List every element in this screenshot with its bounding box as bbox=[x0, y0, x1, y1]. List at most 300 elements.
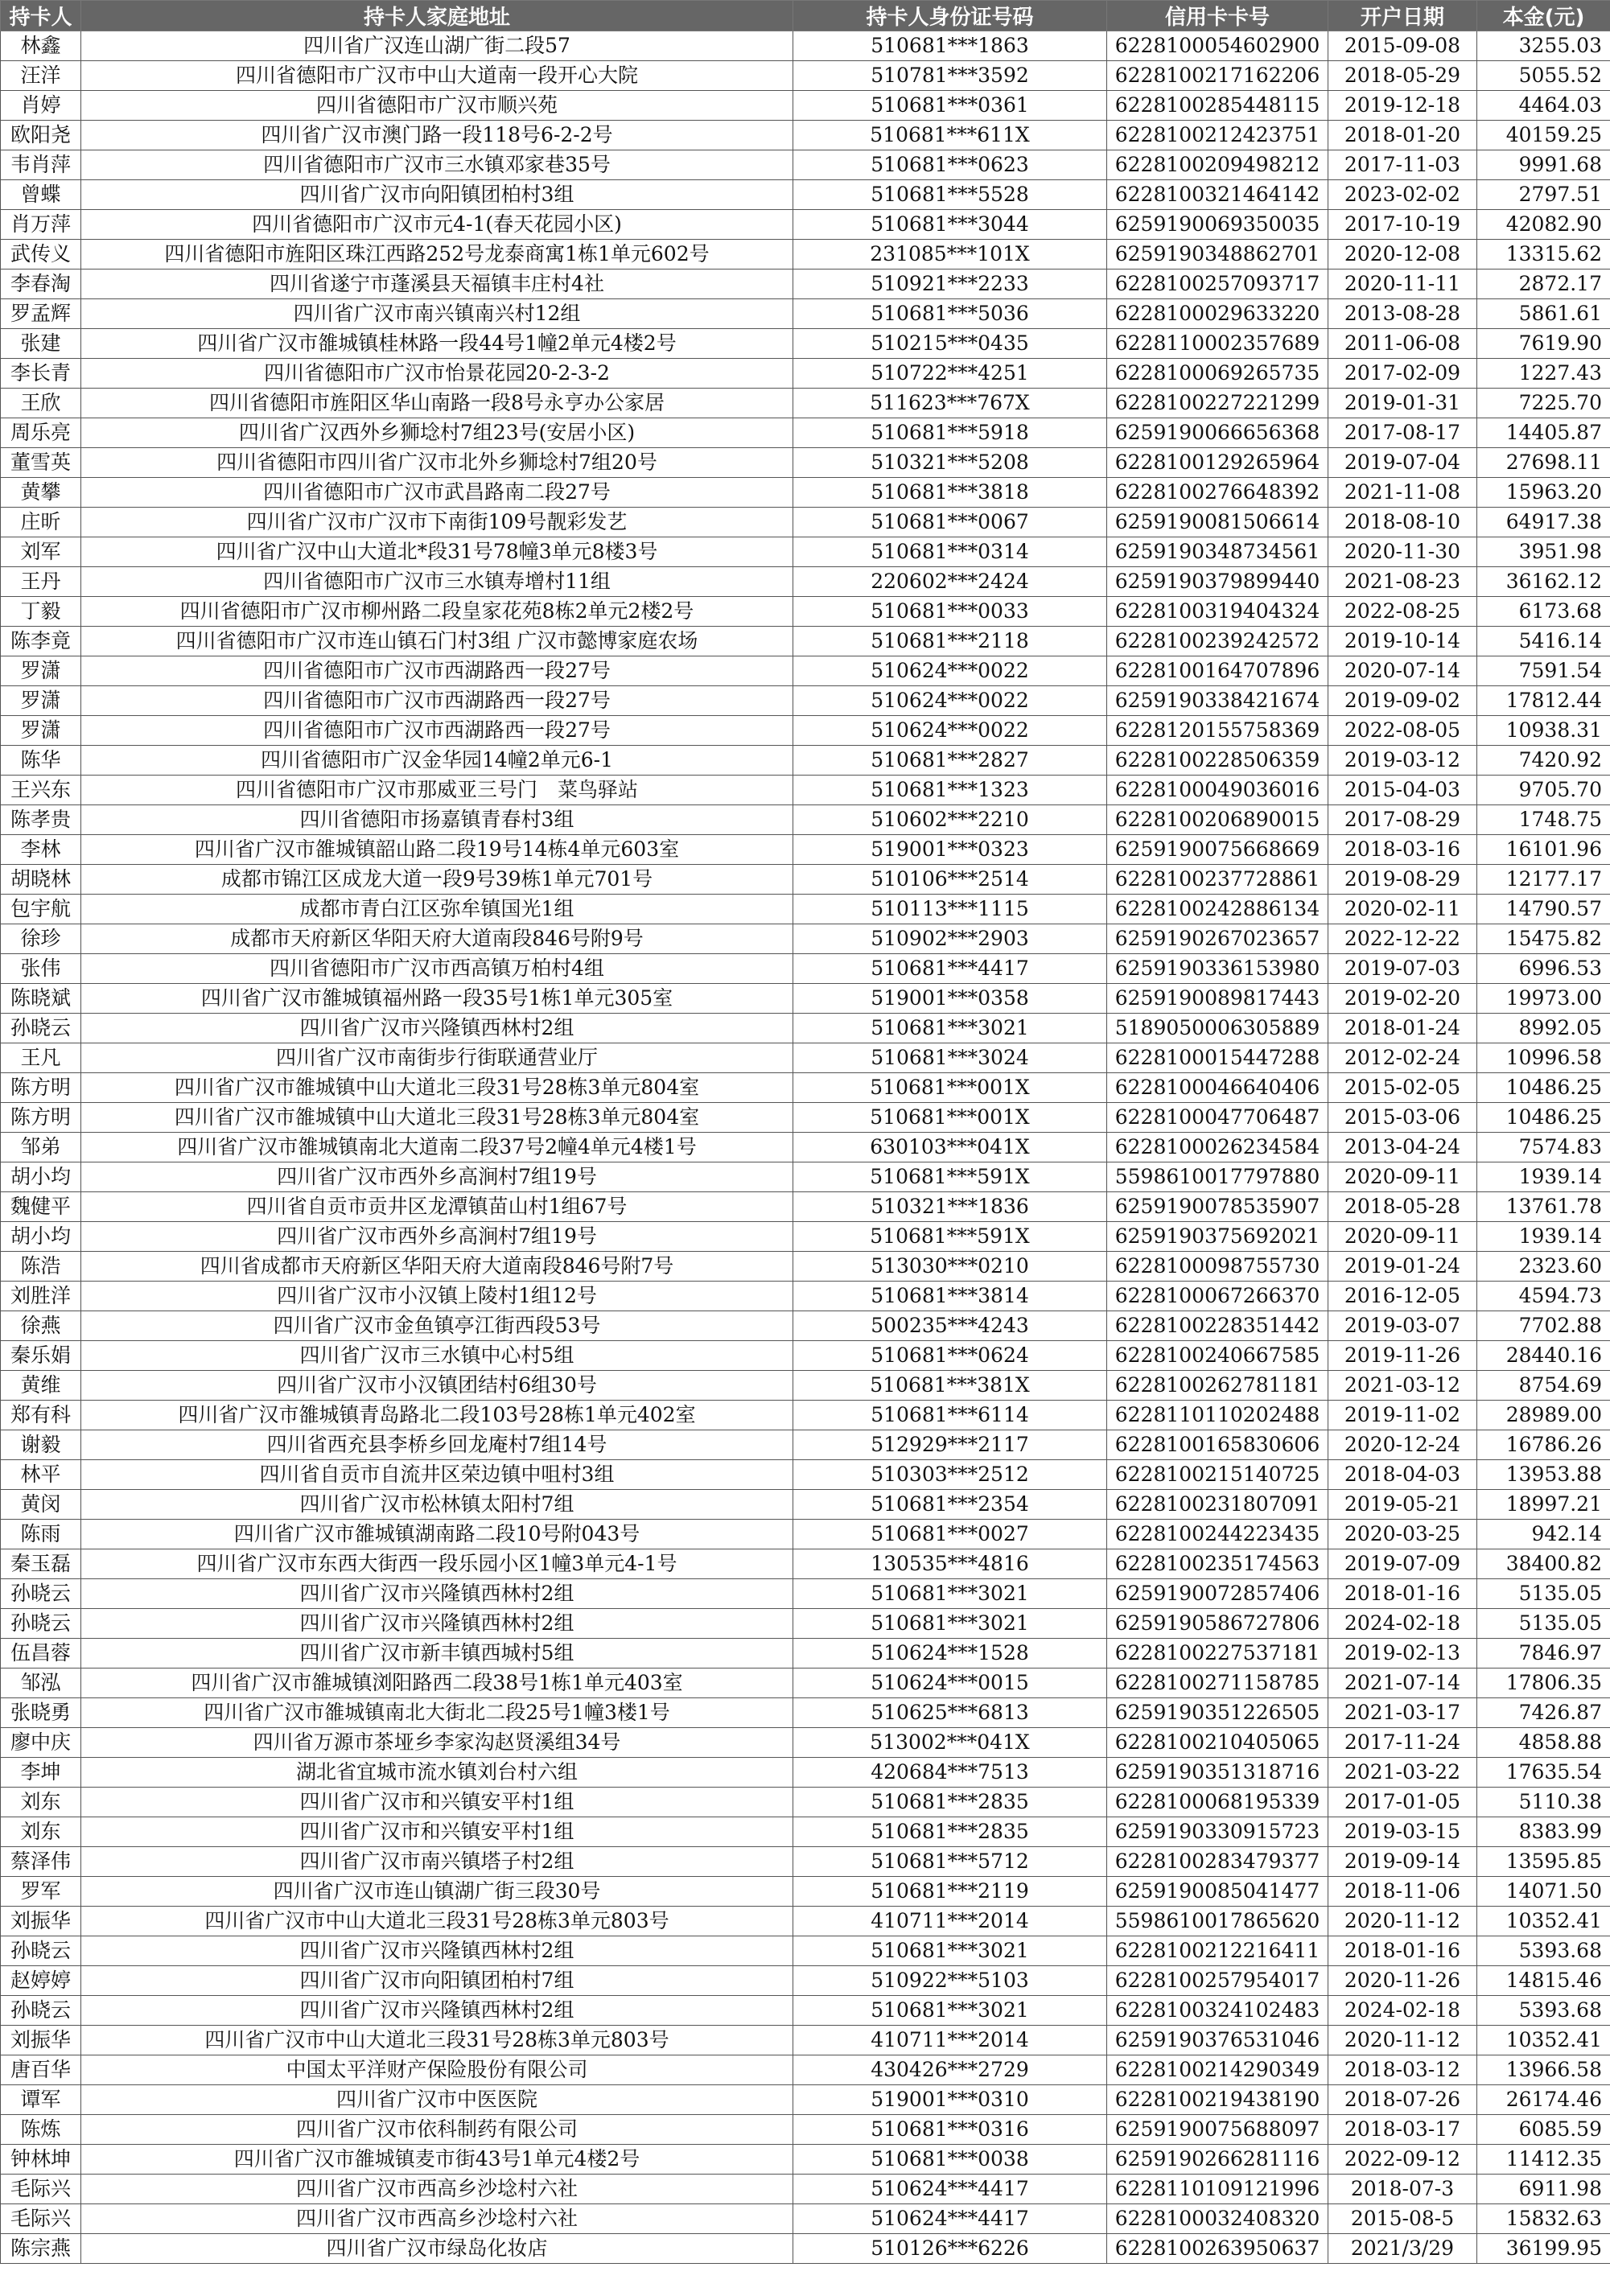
cell-open-date: 2020-03-25 bbox=[1328, 1520, 1477, 1549]
cell-id-number: 510106***2514 bbox=[793, 865, 1107, 895]
cell-principal: 28440.16 bbox=[1477, 1341, 1610, 1371]
cell-open-date: 2017-11-24 bbox=[1328, 1728, 1477, 1758]
cell-principal: 8754.69 bbox=[1477, 1371, 1610, 1401]
cell-cardholder: 秦玉磊 bbox=[1, 1549, 81, 1579]
cell-principal: 10938.31 bbox=[1477, 716, 1610, 746]
cell-cardholder: 李长青 bbox=[1, 359, 81, 389]
cell-address: 四川省广汉市兴隆镇西林村2组 bbox=[81, 1936, 793, 1966]
table-row bbox=[1, 2055, 1610, 2085]
cell-id-number: 420684***7513 bbox=[793, 1758, 1107, 1788]
cell-cardholder: 黄攀 bbox=[1, 478, 81, 508]
table-row bbox=[1, 91, 1610, 121]
cell-cardholder: 韦肖萍 bbox=[1, 150, 81, 180]
cell-principal: 15475.82 bbox=[1477, 924, 1610, 954]
cell-cardholder: 林鑫 bbox=[1, 31, 81, 61]
cell-open-date: 2019-03-07 bbox=[1328, 1311, 1477, 1341]
cell-id-number: 510681***3021 bbox=[793, 1014, 1107, 1043]
cell-id-number: 510624***0022 bbox=[793, 716, 1107, 746]
table-row bbox=[1, 2145, 1610, 2175]
table-row bbox=[1, 418, 1610, 448]
cell-address: 四川省德阳市广汉市三水镇邓家巷35号 bbox=[81, 150, 793, 180]
cell-id-number: 130535***4816 bbox=[793, 1549, 1107, 1579]
cell-open-date: 2018-01-16 bbox=[1328, 1579, 1477, 1609]
cell-principal: 13761.78 bbox=[1477, 1192, 1610, 1222]
cell-principal: 7846.97 bbox=[1477, 1639, 1610, 1669]
table-row bbox=[1, 1996, 1610, 2026]
cell-cardholder: 陈浩 bbox=[1, 1252, 81, 1282]
cell-address: 四川省广汉市南兴镇南兴村12组 bbox=[81, 299, 793, 329]
cell-open-date: 2019-11-26 bbox=[1328, 1341, 1477, 1371]
cell-principal: 40159.25 bbox=[1477, 121, 1610, 150]
cell-id-number: 510681***3024 bbox=[793, 1043, 1107, 1073]
cell-address: 四川省成都市天府新区华阳天府大道南段846号附7号 bbox=[81, 1252, 793, 1282]
cell-open-date: 2019-01-31 bbox=[1328, 389, 1477, 418]
table-row bbox=[1, 1073, 1610, 1103]
cell-card-number: 6228100324102483 bbox=[1107, 1996, 1328, 2026]
cell-open-date: 2011-06-08 bbox=[1328, 329, 1477, 359]
cell-card-number: 6228100215140725 bbox=[1107, 1460, 1328, 1490]
cell-open-date: 2017-02-09 bbox=[1328, 359, 1477, 389]
cell-id-number: 510681***001X bbox=[793, 1103, 1107, 1133]
cell-cardholder: 邹弟 bbox=[1, 1133, 81, 1162]
cell-principal: 1227.43 bbox=[1477, 359, 1610, 389]
cell-open-date: 2021-11-08 bbox=[1328, 478, 1477, 508]
cell-card-number: 6228100210405065 bbox=[1107, 1728, 1328, 1758]
cell-id-number: 510921***2233 bbox=[793, 270, 1107, 299]
cell-open-date: 2018-01-24 bbox=[1328, 1014, 1477, 1043]
table-row bbox=[1, 537, 1610, 567]
table-row bbox=[1, 1907, 1610, 1936]
cell-open-date: 2017-01-05 bbox=[1328, 1788, 1477, 1817]
cell-id-number: 510681***1323 bbox=[793, 776, 1107, 805]
cell-cardholder: 陈李竟 bbox=[1, 627, 81, 656]
cell-open-date: 2021-03-17 bbox=[1328, 1698, 1477, 1728]
cell-cardholder: 罗潇 bbox=[1, 686, 81, 716]
cell-open-date: 2019-03-12 bbox=[1328, 746, 1477, 776]
table-row bbox=[1, 1401, 1610, 1430]
cell-id-number: 231085***101X bbox=[793, 240, 1107, 270]
table-row bbox=[1, 1014, 1610, 1043]
cell-principal: 7619.90 bbox=[1477, 329, 1610, 359]
table-row bbox=[1, 984, 1610, 1014]
cell-card-number: 6228100029633220 bbox=[1107, 299, 1328, 329]
table-row bbox=[1, 1162, 1610, 1192]
cell-id-number: 511623***767X bbox=[793, 389, 1107, 418]
cell-card-number: 6259190267023657 bbox=[1107, 924, 1328, 954]
cell-address: 四川省自贡市贡井区龙潭镇苗山村1组67号 bbox=[81, 1192, 793, 1222]
cell-open-date: 2021-08-23 bbox=[1328, 567, 1477, 597]
cell-cardholder: 李坤 bbox=[1, 1758, 81, 1788]
cell-card-number: 6259190089817443 bbox=[1107, 984, 1328, 1014]
cell-address: 四川省广汉市中山大道北三段31号28栋3单元803号 bbox=[81, 1907, 793, 1936]
table-row bbox=[1, 1430, 1610, 1460]
cell-card-number: 6259190338421674 bbox=[1107, 686, 1328, 716]
header-id-number: 持卡人身份证号码 bbox=[793, 1, 1107, 31]
cell-open-date: 2013-04-24 bbox=[1328, 1133, 1477, 1162]
cell-open-date: 2019-12-18 bbox=[1328, 91, 1477, 121]
cell-open-date: 2021/3/29 bbox=[1328, 2234, 1477, 2264]
cell-cardholder: 陈方明 bbox=[1, 1073, 81, 1103]
cell-card-number: 6259190330915723 bbox=[1107, 1817, 1328, 1847]
cell-cardholder: 陈炼 bbox=[1, 2115, 81, 2145]
cell-principal: 13966.58 bbox=[1477, 2055, 1610, 2085]
cell-open-date: 2019-07-09 bbox=[1328, 1549, 1477, 1579]
cell-open-date: 2020-07-14 bbox=[1328, 656, 1477, 686]
cell-id-number: 510681***3818 bbox=[793, 478, 1107, 508]
cell-card-number: 6228100227537181 bbox=[1107, 1639, 1328, 1669]
table-row bbox=[1, 359, 1610, 389]
cell-id-number: 510215***0435 bbox=[793, 329, 1107, 359]
cell-open-date: 2015-03-06 bbox=[1328, 1103, 1477, 1133]
cell-open-date: 2021-03-22 bbox=[1328, 1758, 1477, 1788]
cell-cardholder: 魏健平 bbox=[1, 1192, 81, 1222]
cell-cardholder: 蔡泽伟 bbox=[1, 1847, 81, 1877]
table-row bbox=[1, 1579, 1610, 1609]
cell-cardholder: 陈宗燕 bbox=[1, 2234, 81, 2264]
cell-id-number: 510681***2835 bbox=[793, 1788, 1107, 1817]
cell-principal: 2872.17 bbox=[1477, 270, 1610, 299]
cell-principal: 14815.46 bbox=[1477, 1966, 1610, 1996]
cell-address: 四川省德阳市扬嘉镇青春村3组 bbox=[81, 805, 793, 835]
cell-card-number: 6228100227221299 bbox=[1107, 389, 1328, 418]
cell-id-number: 510681***381X bbox=[793, 1371, 1107, 1401]
cell-principal: 7591.54 bbox=[1477, 656, 1610, 686]
cell-principal: 942.14 bbox=[1477, 1520, 1610, 1549]
cell-address: 四川省德阳市广汉市顺兴苑 bbox=[81, 91, 793, 121]
cell-card-number: 6228100015447288 bbox=[1107, 1043, 1328, 1073]
cell-card-number: 6228100054602900 bbox=[1107, 31, 1328, 61]
table-row bbox=[1, 1877, 1610, 1907]
cell-id-number: 510681***0038 bbox=[793, 2145, 1107, 2175]
cell-id-number: 510624***0022 bbox=[793, 686, 1107, 716]
table-row bbox=[1, 835, 1610, 865]
cell-open-date: 2016-12-05 bbox=[1328, 1282, 1477, 1311]
cell-cardholder: 黄闵 bbox=[1, 1490, 81, 1520]
cell-card-number: 6259190351318716 bbox=[1107, 1758, 1328, 1788]
header-open-date: 开户日期 bbox=[1328, 1, 1477, 31]
cell-principal: 7225.70 bbox=[1477, 389, 1610, 418]
cell-open-date: 2020-11-12 bbox=[1328, 2026, 1477, 2055]
cell-cardholder: 庄昕 bbox=[1, 508, 81, 537]
cell-address: 四川省广汉市澳门路一段118号6-2-2号 bbox=[81, 121, 793, 150]
cell-cardholder: 刘振华 bbox=[1, 1907, 81, 1936]
cell-id-number: 510624***0015 bbox=[793, 1669, 1107, 1698]
cell-cardholder: 刘振华 bbox=[1, 2026, 81, 2055]
cell-principal: 7426.87 bbox=[1477, 1698, 1610, 1728]
cell-cardholder: 郑有科 bbox=[1, 1401, 81, 1430]
cell-id-number: 513002***041X bbox=[793, 1728, 1107, 1758]
cell-principal: 5055.52 bbox=[1477, 61, 1610, 91]
cell-cardholder: 谢毅 bbox=[1, 1430, 81, 1460]
cell-principal: 6996.53 bbox=[1477, 954, 1610, 984]
cell-address: 四川省广汉市向阳镇团柏村3组 bbox=[81, 180, 793, 210]
cell-principal: 2323.60 bbox=[1477, 1252, 1610, 1282]
cell-address: 四川省广汉市依科制药有限公司 bbox=[81, 2115, 793, 2145]
cell-principal: 14405.87 bbox=[1477, 418, 1610, 448]
cell-cardholder: 胡小均 bbox=[1, 1162, 81, 1192]
cell-id-number: 510722***4251 bbox=[793, 359, 1107, 389]
cell-address: 四川省广汉市雒城镇桂林路一段44号1幢2单元4楼2号 bbox=[81, 329, 793, 359]
cell-open-date: 2019-09-02 bbox=[1328, 686, 1477, 716]
cell-address: 四川省广汉市雒城镇湖南路二段10号附043号 bbox=[81, 1520, 793, 1549]
table-row bbox=[1, 1936, 1610, 1966]
table-row bbox=[1, 210, 1610, 240]
cell-id-number: 510126***6226 bbox=[793, 2234, 1107, 2264]
cell-cardholder: 包宇航 bbox=[1, 895, 81, 924]
cell-cardholder: 刘胜洋 bbox=[1, 1282, 81, 1311]
cell-open-date: 2020-11-26 bbox=[1328, 1966, 1477, 1996]
cell-id-number: 430426***2729 bbox=[793, 2055, 1107, 2085]
cell-address: 四川省德阳市广汉市连山镇石门村3组 广汉市懿博家庭农场 bbox=[81, 627, 793, 656]
cell-id-number: 500235***4243 bbox=[793, 1311, 1107, 1341]
cell-id-number: 510681***3021 bbox=[793, 1579, 1107, 1609]
cell-card-number: 6228100049036016 bbox=[1107, 776, 1328, 805]
table-row bbox=[1, 2175, 1610, 2204]
cell-principal: 10352.41 bbox=[1477, 2026, 1610, 2055]
cell-id-number: 510681***2354 bbox=[793, 1490, 1107, 1520]
cell-cardholder: 邹泓 bbox=[1, 1669, 81, 1698]
cell-address: 四川省广汉市绿岛化妆店 bbox=[81, 2234, 793, 2264]
table-row bbox=[1, 1698, 1610, 1728]
table-row bbox=[1, 2085, 1610, 2115]
table-row bbox=[1, 270, 1610, 299]
cell-card-number: 6228100257093717 bbox=[1107, 270, 1328, 299]
cell-cardholder: 张晓勇 bbox=[1, 1698, 81, 1728]
cell-cardholder: 肖万萍 bbox=[1, 210, 81, 240]
table-row bbox=[1, 2115, 1610, 2145]
cell-cardholder: 唐百华 bbox=[1, 2055, 81, 2085]
table-row bbox=[1, 1222, 1610, 1252]
cell-id-number: 512929***2117 bbox=[793, 1430, 1107, 1460]
cell-card-number: 6228100026234584 bbox=[1107, 1133, 1328, 1162]
cell-address: 四川省德阳市旌阳区华山南路一段8号永亨办公家居 bbox=[81, 389, 793, 418]
cell-card-number: 6259190069350035 bbox=[1107, 210, 1328, 240]
cell-card-number: 6228100271158785 bbox=[1107, 1669, 1328, 1698]
cell-principal: 14790.57 bbox=[1477, 895, 1610, 924]
cell-cardholder: 王凡 bbox=[1, 1043, 81, 1073]
cell-principal: 19973.00 bbox=[1477, 984, 1610, 1014]
cell-cardholder: 毛际兴 bbox=[1, 2175, 81, 2204]
cell-id-number: 510624***0022 bbox=[793, 656, 1107, 686]
cell-id-number: 510681***3021 bbox=[793, 1936, 1107, 1966]
cell-address: 四川省广汉市向阳镇团柏村7组 bbox=[81, 1966, 793, 1996]
cell-address: 四川省广汉市新丰镇西城村5组 bbox=[81, 1639, 793, 1669]
cell-open-date: 2013-08-28 bbox=[1328, 299, 1477, 329]
cell-open-date: 2012-02-24 bbox=[1328, 1043, 1477, 1073]
cell-id-number: 510681***0027 bbox=[793, 1520, 1107, 1549]
table-row bbox=[1, 1728, 1610, 1758]
cell-principal: 10996.58 bbox=[1477, 1043, 1610, 1073]
cell-card-number: 6259190375692021 bbox=[1107, 1222, 1328, 1252]
cell-address: 四川省德阳市广汉市西高镇万柏村4组 bbox=[81, 954, 793, 984]
cell-open-date: 2020-11-30 bbox=[1328, 537, 1477, 567]
table-row bbox=[1, 31, 1610, 61]
cell-address: 成都市天府新区华阳天府大道南段846号附9号 bbox=[81, 924, 793, 954]
cell-address: 四川省广汉市南兴镇塔子村2组 bbox=[81, 1847, 793, 1877]
cell-principal: 38400.82 bbox=[1477, 1549, 1610, 1579]
cell-card-number: 6228100219438190 bbox=[1107, 2085, 1328, 2115]
cell-id-number: 519001***0323 bbox=[793, 835, 1107, 865]
cell-principal: 10486.25 bbox=[1477, 1073, 1610, 1103]
cell-id-number: 510681***3021 bbox=[793, 1609, 1107, 1639]
cell-cardholder: 毛际兴 bbox=[1, 2204, 81, 2234]
cell-id-number: 220602***2424 bbox=[793, 567, 1107, 597]
cell-address: 四川省广汉市西高乡沙埝村六社 bbox=[81, 2175, 793, 2204]
cell-card-number: 6228100069265735 bbox=[1107, 359, 1328, 389]
cell-id-number: 510681***001X bbox=[793, 1073, 1107, 1103]
cell-address: 四川省德阳市广汉市三水镇寿增村11组 bbox=[81, 567, 793, 597]
cell-address: 四川省德阳市广汉市柳州路二段皇家花苑8栋2单元2楼2号 bbox=[81, 597, 793, 627]
cell-address: 成都市锦江区成龙大道一段9号39栋1单元701号 bbox=[81, 865, 793, 895]
cell-id-number: 510625***6813 bbox=[793, 1698, 1107, 1728]
cell-address: 四川省西充县李桥乡回龙庵村7组14号 bbox=[81, 1430, 793, 1460]
table-row bbox=[1, 1639, 1610, 1669]
cell-id-number: 510681***1863 bbox=[793, 31, 1107, 61]
cell-cardholder: 周乐亮 bbox=[1, 418, 81, 448]
cell-cardholder: 董雪英 bbox=[1, 448, 81, 478]
cell-id-number: 510602***2210 bbox=[793, 805, 1107, 835]
header-card-number: 信用卡卡号 bbox=[1107, 1, 1328, 31]
cell-id-number: 510624***4417 bbox=[793, 2204, 1107, 2234]
cell-address: 四川省德阳市广汉市中山大道南一段开心大院 bbox=[81, 61, 793, 91]
cell-address: 四川省广汉市兴隆镇西林村2组 bbox=[81, 1579, 793, 1609]
cell-open-date: 2020-09-11 bbox=[1328, 1162, 1477, 1192]
cell-id-number: 510681***5528 bbox=[793, 180, 1107, 210]
cell-address: 四川省广汉市兴隆镇西林村2组 bbox=[81, 1996, 793, 2026]
cell-address: 四川省广汉中山大道北*段31号78幢3单元8楼3号 bbox=[81, 537, 793, 567]
cell-id-number: 510681***6114 bbox=[793, 1401, 1107, 1430]
cell-address: 中国太平洋财产保险股份有限公司 bbox=[81, 2055, 793, 2085]
cell-cardholder: 陈晓斌 bbox=[1, 984, 81, 1014]
cell-principal: 17806.35 bbox=[1477, 1669, 1610, 1698]
cell-open-date: 2018-03-16 bbox=[1328, 835, 1477, 865]
cell-open-date: 2015-04-03 bbox=[1328, 776, 1477, 805]
cell-open-date: 2018-04-03 bbox=[1328, 1460, 1477, 1490]
cell-card-number: 6228100239242572 bbox=[1107, 627, 1328, 656]
cell-card-number: 6259190081506614 bbox=[1107, 508, 1328, 537]
table-row bbox=[1, 1490, 1610, 1520]
cell-card-number: 6228100164707896 bbox=[1107, 656, 1328, 686]
cell-id-number: 510681***591X bbox=[793, 1162, 1107, 1192]
cell-principal: 5135.05 bbox=[1477, 1579, 1610, 1609]
table-row bbox=[1, 716, 1610, 746]
cell-card-number: 6228100321464142 bbox=[1107, 180, 1328, 210]
cell-address: 四川省广汉市雒城镇浏阳路西二段38号1栋1单元403室 bbox=[81, 1669, 793, 1698]
cell-cardholder: 武传义 bbox=[1, 240, 81, 270]
cell-address: 四川省自贡市自流井区荣边镇中咀村3组 bbox=[81, 1460, 793, 1490]
cell-id-number: 510781***3592 bbox=[793, 61, 1107, 91]
cell-card-number: 6228100165830606 bbox=[1107, 1430, 1328, 1460]
cell-principal: 15963.20 bbox=[1477, 478, 1610, 508]
cell-address: 四川省广汉市兴隆镇西林村2组 bbox=[81, 1609, 793, 1639]
cell-cardholder: 孙晓云 bbox=[1, 1996, 81, 2026]
cell-id-number: 410711***2014 bbox=[793, 2026, 1107, 2055]
cell-address: 四川省广汉市三水镇中心村5组 bbox=[81, 1341, 793, 1371]
cell-address: 四川省广汉市南街步行街联通营业厅 bbox=[81, 1043, 793, 1073]
cell-principal: 5110.38 bbox=[1477, 1788, 1610, 1817]
cell-cardholder: 黄维 bbox=[1, 1371, 81, 1401]
table-body bbox=[1, 31, 1610, 2264]
table-row bbox=[1, 1133, 1610, 1162]
cell-cardholder: 李春淘 bbox=[1, 270, 81, 299]
cell-card-number: 6228100244223435 bbox=[1107, 1520, 1328, 1549]
cell-address: 四川省德阳市四川省广汉市北外乡狮埝村7组20号 bbox=[81, 448, 793, 478]
header-address: 持卡人家庭地址 bbox=[81, 1, 793, 31]
cell-cardholder: 曾蝶 bbox=[1, 180, 81, 210]
table-row bbox=[1, 240, 1610, 270]
cell-address: 四川省广汉市雒城镇南北大街北二段25号1幢3楼1号 bbox=[81, 1698, 793, 1728]
cell-principal: 13953.88 bbox=[1477, 1460, 1610, 1490]
table-row bbox=[1, 1103, 1610, 1133]
cell-id-number: 510681***5036 bbox=[793, 299, 1107, 329]
cell-principal: 42082.90 bbox=[1477, 210, 1610, 240]
cell-cardholder: 丁毅 bbox=[1, 597, 81, 627]
cell-principal: 1939.14 bbox=[1477, 1222, 1610, 1252]
cell-address: 四川省广汉市连山镇湖广街三段30号 bbox=[81, 1877, 793, 1907]
cell-id-number: 510681***2827 bbox=[793, 746, 1107, 776]
cell-address: 四川省广汉市西外乡高涧村7组19号 bbox=[81, 1162, 793, 1192]
table-row bbox=[1, 448, 1610, 478]
cell-principal: 28989.00 bbox=[1477, 1401, 1610, 1430]
table-row bbox=[1, 895, 1610, 924]
cell-open-date: 2019-03-15 bbox=[1328, 1817, 1477, 1847]
cell-open-date: 2018-07-3 bbox=[1328, 2175, 1477, 2204]
cell-address: 四川省广汉市和兴镇安平村1组 bbox=[81, 1817, 793, 1847]
header-cardholder: 持卡人 bbox=[1, 1, 81, 31]
cell-card-number: 6259190072857406 bbox=[1107, 1579, 1328, 1609]
table-row bbox=[1, 508, 1610, 537]
cell-open-date: 2021-03-12 bbox=[1328, 1371, 1477, 1401]
cell-id-number: 510681***2118 bbox=[793, 627, 1107, 656]
cell-open-date: 2024-02-18 bbox=[1328, 1609, 1477, 1639]
cell-card-number: 6228100231807091 bbox=[1107, 1490, 1328, 1520]
cell-id-number: 510681***2119 bbox=[793, 1877, 1107, 1907]
cell-address: 四川省德阳市广汉市怡景花园20-2-3-2 bbox=[81, 359, 793, 389]
cell-open-date: 2023-02-02 bbox=[1328, 180, 1477, 210]
cell-address: 四川省德阳市广汉市武昌路南二段27号 bbox=[81, 478, 793, 508]
cell-card-number: 6259190348734561 bbox=[1107, 537, 1328, 567]
cell-card-number: 6259190075688097 bbox=[1107, 2115, 1328, 2145]
cell-cardholder: 王欣 bbox=[1, 389, 81, 418]
cell-principal: 7702.88 bbox=[1477, 1311, 1610, 1341]
cell-id-number: 510902***2903 bbox=[793, 924, 1107, 954]
table-row bbox=[1, 61, 1610, 91]
cell-id-number: 510681***5918 bbox=[793, 418, 1107, 448]
cell-id-number: 510681***3044 bbox=[793, 210, 1107, 240]
table-row bbox=[1, 1520, 1610, 1549]
cell-open-date: 2020-12-24 bbox=[1328, 1430, 1477, 1460]
cell-principal: 16101.96 bbox=[1477, 835, 1610, 865]
cell-id-number: 510681***0361 bbox=[793, 91, 1107, 121]
cell-card-number: 6228100067266370 bbox=[1107, 1282, 1328, 1311]
cell-card-number: 5598610017865620 bbox=[1107, 1907, 1328, 1936]
cell-principal: 12177.17 bbox=[1477, 865, 1610, 895]
table-row bbox=[1, 746, 1610, 776]
table-row bbox=[1, 1817, 1610, 1847]
cell-principal: 64917.38 bbox=[1477, 508, 1610, 537]
table-row bbox=[1, 924, 1610, 954]
cell-principal: 4594.73 bbox=[1477, 1282, 1610, 1311]
cell-address: 四川省德阳市广汉市西湖路西一段27号 bbox=[81, 656, 793, 686]
cell-open-date: 2019-05-21 bbox=[1328, 1490, 1477, 1520]
cell-principal: 17812.44 bbox=[1477, 686, 1610, 716]
cell-id-number: 510681***3021 bbox=[793, 1996, 1107, 2026]
cell-card-number: 6259190085041477 bbox=[1107, 1877, 1328, 1907]
cell-card-number: 6259190075668669 bbox=[1107, 835, 1328, 865]
cell-card-number: 6228110110202488 bbox=[1107, 1401, 1328, 1430]
cell-cardholder: 林平 bbox=[1, 1460, 81, 1490]
cell-id-number: 510681***0623 bbox=[793, 150, 1107, 180]
